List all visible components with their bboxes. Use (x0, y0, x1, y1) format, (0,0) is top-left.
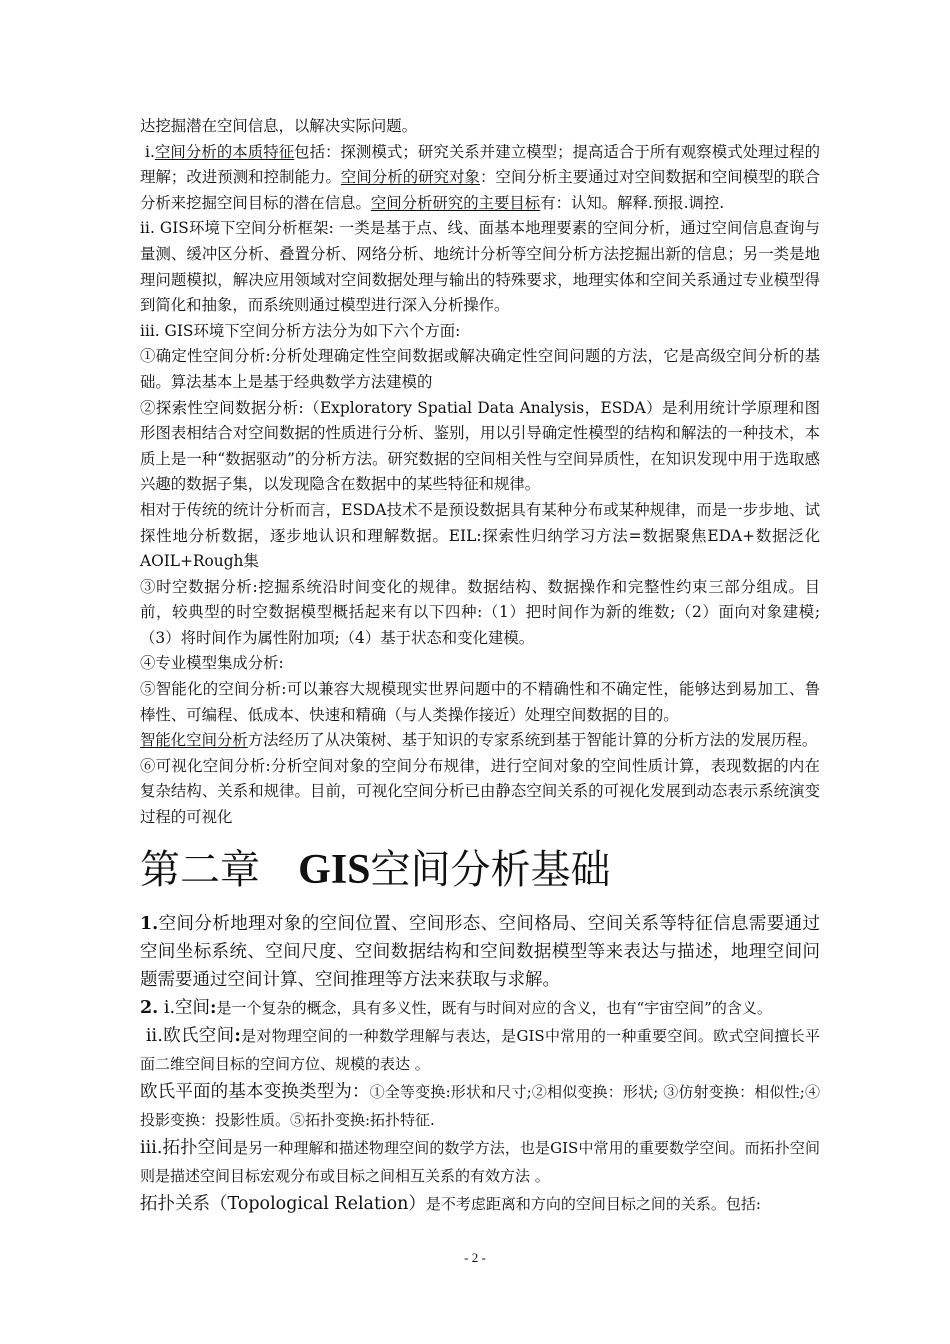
paragraph: ②探索性空间数据分析:（Exploratory Spatial Data Analysis，ESDA）是利用统计学原理和图形图表相结合对空间数据的性质进行分析、鉴别，用以引导确定性模型的结构和解法的一种技术，本质上是一种“数据驱动”的分析方法。研究数据的空间相关性与空间异质性，在知识发现中用于选取感兴趣的数据子集，以发现隐含在数据中的某些特征和规律。 (140, 398, 820, 494)
paragraph: ④专业模型集成分析: (140, 654, 284, 673)
paragraph: ③时空数据分析:挖掘系统沿时间变化的规律。数据结构、数据操作和完整性约束三部分组成。目前，较典型的时空数据模型概括起来有以下四种:（1）把时间作为新的维数;（2）面向对象建模;（3）将时间作为属性附加项;（4）基于状态和变化建模。 (140, 577, 820, 647)
paragraph: 1.空间分析地理对象的空间位置、空间形态、空间格局、空间关系等特征信息需要通过空间坐标系统、空间尺度、空间数据结构和空间数据模型等来表达与描述，地理空间问题需要通过空间计算、空间推理等方法来获取与求解。 (140, 914, 820, 990)
paragraph: 欧氏平面的基本变换类型为：①全等变换:形状和尺寸;②相似变换：形状; ③仿射变换：相似性;④投影变换：投影性质。⑤拓扑变换:拓扑特征. (140, 1082, 820, 1129)
paragraph: ⅱ. GIS环境下空间分析框架: 一类是基于点、线、面基本地理要素的空间分析，通过空间信息查询与量测、缓冲区分析、叠置分析、网络分析、地统计分析等空间分析方法挖掘出新的信息；另一类是地理问题模拟，解决应用领域对空间数据处理与输出的特殊要求，地理实体和空间关系通过专业模型得到简化和抽象，而系统则通过模型进行深入分析操作。 (140, 219, 820, 315)
paragraph: 相对于传统的统计分析而言，ESDA技术不是预设数据具有某种分布或某种规律，而是一步步地、试探性地分析数据，逐步地认识和理解数据。EIL:探索性归纳学习方法=数据聚焦EDA+数据泛化AOIL+Rough集 (140, 500, 820, 571)
paragraph: ⅲ.拓扑空间是另一种理解和描述物理空间的数学方法，也是GIS中常用的重要数学空间。而拓扑空间则是描述空间目标宏观分布或目标之间相互关系的有效方法 。 (140, 1138, 820, 1185)
paragraph: 达挖掘潜在空间信息，以解决实际问题。 (140, 117, 418, 135)
paragraph: ⑥可视化空间分析:分析空间对象的空间分布规律，进行空间对象的空间性质计算，表现数据的内在复杂结构、关系和规律。目前，可视化空间分析已由静态空间关系的可视化发展到动态表示系统演变过程的可视化 (140, 756, 820, 827)
term-intelligent: 智能化空间分析 (140, 731, 248, 750)
chapter-body (140, 910, 820, 1218)
body-text (140, 114, 820, 831)
paragraph: 拓扑关系（Topological Relation）是不考虑距离和方向的空间目标之间的关系。包括: (140, 1194, 761, 1214)
paragraph: ⑤智能化的空间分析:可以兼容大规模现实世界问题中的不精确性和不确定性，能够达到易加工、鲁棒性、可编程、低成本、快速和精确（与人类操作接近）处理空间数据的目的。 (140, 680, 820, 724)
paragraph: ⅲ. GIS环境下空间分析方法分为如下六个方面: (140, 321, 461, 340)
paragraph: ①确定性空间分析:分析处理确定性空间数据或解决确定性空间问题的方法，它是高级空间分析的基础。算法基本上是基于经典数学方法建模的 (140, 347, 820, 391)
term-object: 空间分析的研究对象 (340, 168, 481, 187)
term-goal: 空间分析研究的主要目标 (370, 193, 541, 212)
paragraph: ⅱ.欧氏空间:是对物理空间的一种数学理解与表达，是GIS中常用的一种重要空间。欧式空间擅长平面二维空间目标的空间方位、规模的表达 。 (140, 1026, 820, 1073)
page-number: - 2 - (464, 1250, 486, 1265)
term-essence: 空间分析的本质特征 (154, 142, 295, 161)
paragraph-essence: ⅰ.空间分析的本质特征包括：探测模式；研究关系并建立模型；提高适合于所有观察模式处理过程的理解；改进预测和控制能力。空间分析的研究对象：空间分析主要通过对空间数据和空间模型的联合分析来挖掘空间目标的潜在信息。空间分析研究的主要目标有：认知。解释.预报.调控. (140, 142, 820, 212)
paragraph-intelligent: 智能化空间分析方法经历了从决策树、基于知识的专家系统到基于智能计算的分析方法的发展历程。 (140, 731, 818, 750)
paragraph: 2. ⅰ.空间:是一个复杂的概念，具有多义性，既有与时间对应的含义，也有“宇宙空间”的含义。 (140, 998, 772, 1018)
chapter-title: 第二章 GIS空间分析基础 (140, 847, 611, 893)
